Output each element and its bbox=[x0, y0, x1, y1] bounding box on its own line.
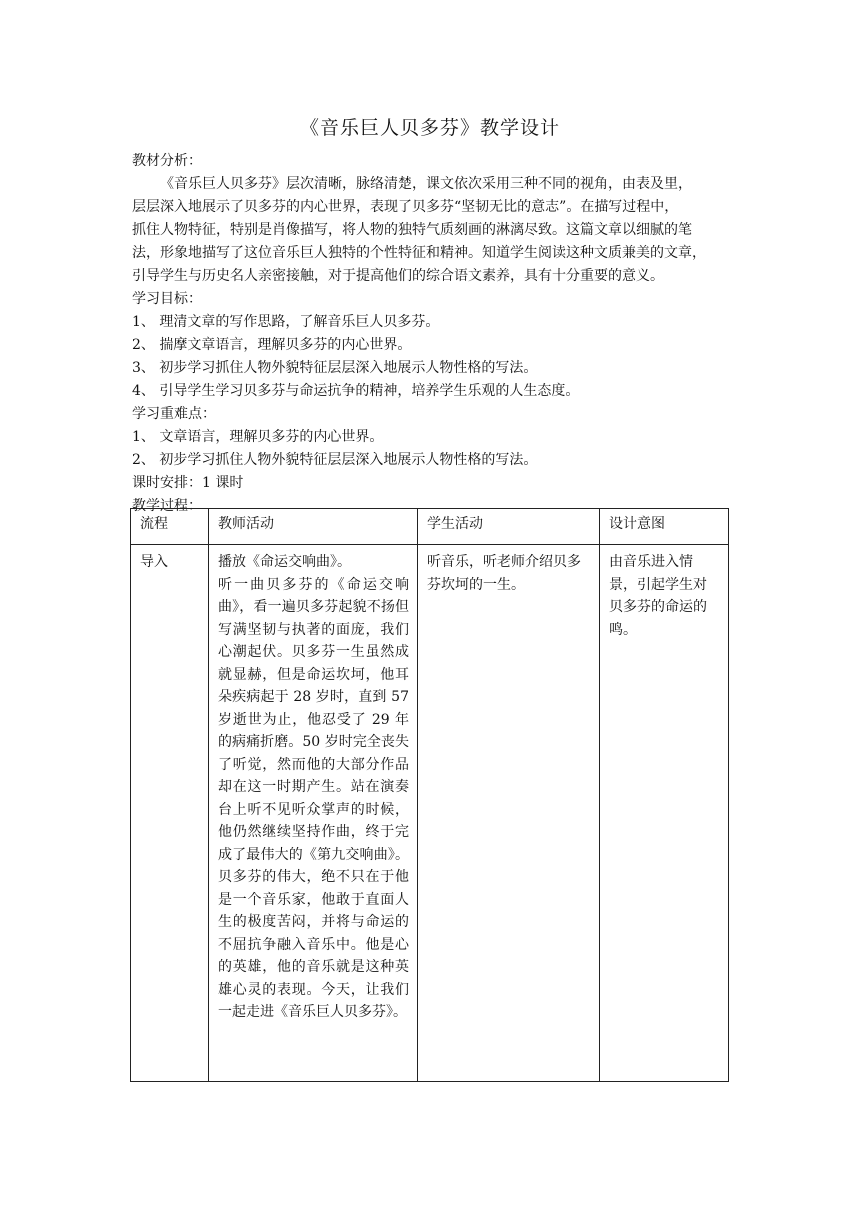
teacher-activity-text: 播放《命运交响曲》。 听一曲贝多芬的《命运交响曲》，看一遍贝多芬起貌不扬但写满坚韧与执著的面庞，我们心潮起伏。贝多芬一生虽然成就显赫，但是命运坎坷，他耳朵疾病起于 28 岁时，直到 57 岁逝世为止，他忍受了 29 年的病痛折磨。50 岁时完全丧失了听觉，然而他的大部分作品却在这一时期产生。站在演奏台上听不见听众掌声的时候，他仍然继续坚持作曲，终于完成了最伟大的《第九交响曲》。贝多芬的伟大，绝不只在于他是一个音乐家，他敢于直面人生的极度苦闷，并将与命运的不屈抗争融入音乐中。他是心的英雄，他的音乐就是这种英雄心灵的表现。今天，让我们一起走进《音乐巨人贝多芬》。 bbox=[218, 554, 409, 1020]
header-teacher-activity: 教师活动 bbox=[209, 509, 418, 545]
document-title: 《音乐巨人贝多芬》教学设计 bbox=[299, 117, 560, 139]
goal-item: 1、 理清文章的写作思路，了解音乐巨人贝多芬。 bbox=[132, 314, 440, 330]
analysis-line: 法，形象地描写了这位音乐巨人独特的个性特征和精神。知道学生阅读这种文质兼美的文章， bbox=[132, 245, 706, 261]
analysis-line: 层层深入地展示了贝多芬的内心世界，表现了贝多芬“坚韧无比的意志”。在描写过程中， bbox=[132, 199, 679, 215]
analysis-paragraph bbox=[132, 173, 732, 288]
cell-student-activity: 听音乐，听老师介绍贝多芬坎坷的一生。 bbox=[418, 545, 600, 1082]
table-header-row bbox=[131, 509, 729, 545]
process-heading: 教学过程： bbox=[132, 498, 202, 514]
analysis-line: 引导学生与历史名人亲密接触，对于提高他们的综合语文素养，具有十分重要的意义。 bbox=[132, 268, 664, 284]
cell-stage: 导入 bbox=[131, 545, 209, 1082]
goal-item: 4、 引导学生学习贝多芬与命运抗争的精神，培养学生乐观的人生态度。 bbox=[132, 383, 580, 399]
table-row bbox=[131, 545, 729, 1082]
schedule-text: 课时安排：1 课时 bbox=[132, 475, 244, 491]
key-point-item: 2、 初步学习抓住人物外貌特征层层深入地展示人物性格的写法。 bbox=[132, 452, 538, 468]
cell-teacher-activity bbox=[209, 545, 418, 1082]
analysis-line: 《音乐巨人贝多芬》层次清晰，脉络清楚，课文依次采用三种不同的视角，由表及里， bbox=[160, 176, 692, 192]
analysis-heading: 教材分析： bbox=[132, 153, 202, 169]
goal-item: 2、 揣摩文章语言，理解贝多芬的内心世界。 bbox=[132, 337, 412, 353]
header-student-activity: 学生活动 bbox=[418, 509, 600, 545]
goals-heading: 学习目标： bbox=[132, 291, 202, 307]
header-stage: 流程 bbox=[131, 509, 209, 545]
process-table bbox=[130, 508, 729, 1082]
header-design-intent: 设计意图 bbox=[600, 509, 729, 545]
cell-design-intent: 由音乐进入情景，引起学生对贝多芬的命运的鸣。 bbox=[600, 545, 729, 1082]
key-point-item: 1、 文章语言，理解贝多芬的内心世界。 bbox=[132, 429, 384, 445]
goal-item: 3、 初步学习抓住人物外貌特征层层深入地展示人物性格的写法。 bbox=[132, 360, 538, 376]
key-points-heading: 学习重难点： bbox=[132, 406, 216, 422]
document-body bbox=[132, 150, 732, 518]
analysis-line: 抓住人物特征，特别是肖像描写，将人物的独特气质刻画的淋漓尽致。这篇文章以细腻的笔 bbox=[132, 222, 692, 238]
